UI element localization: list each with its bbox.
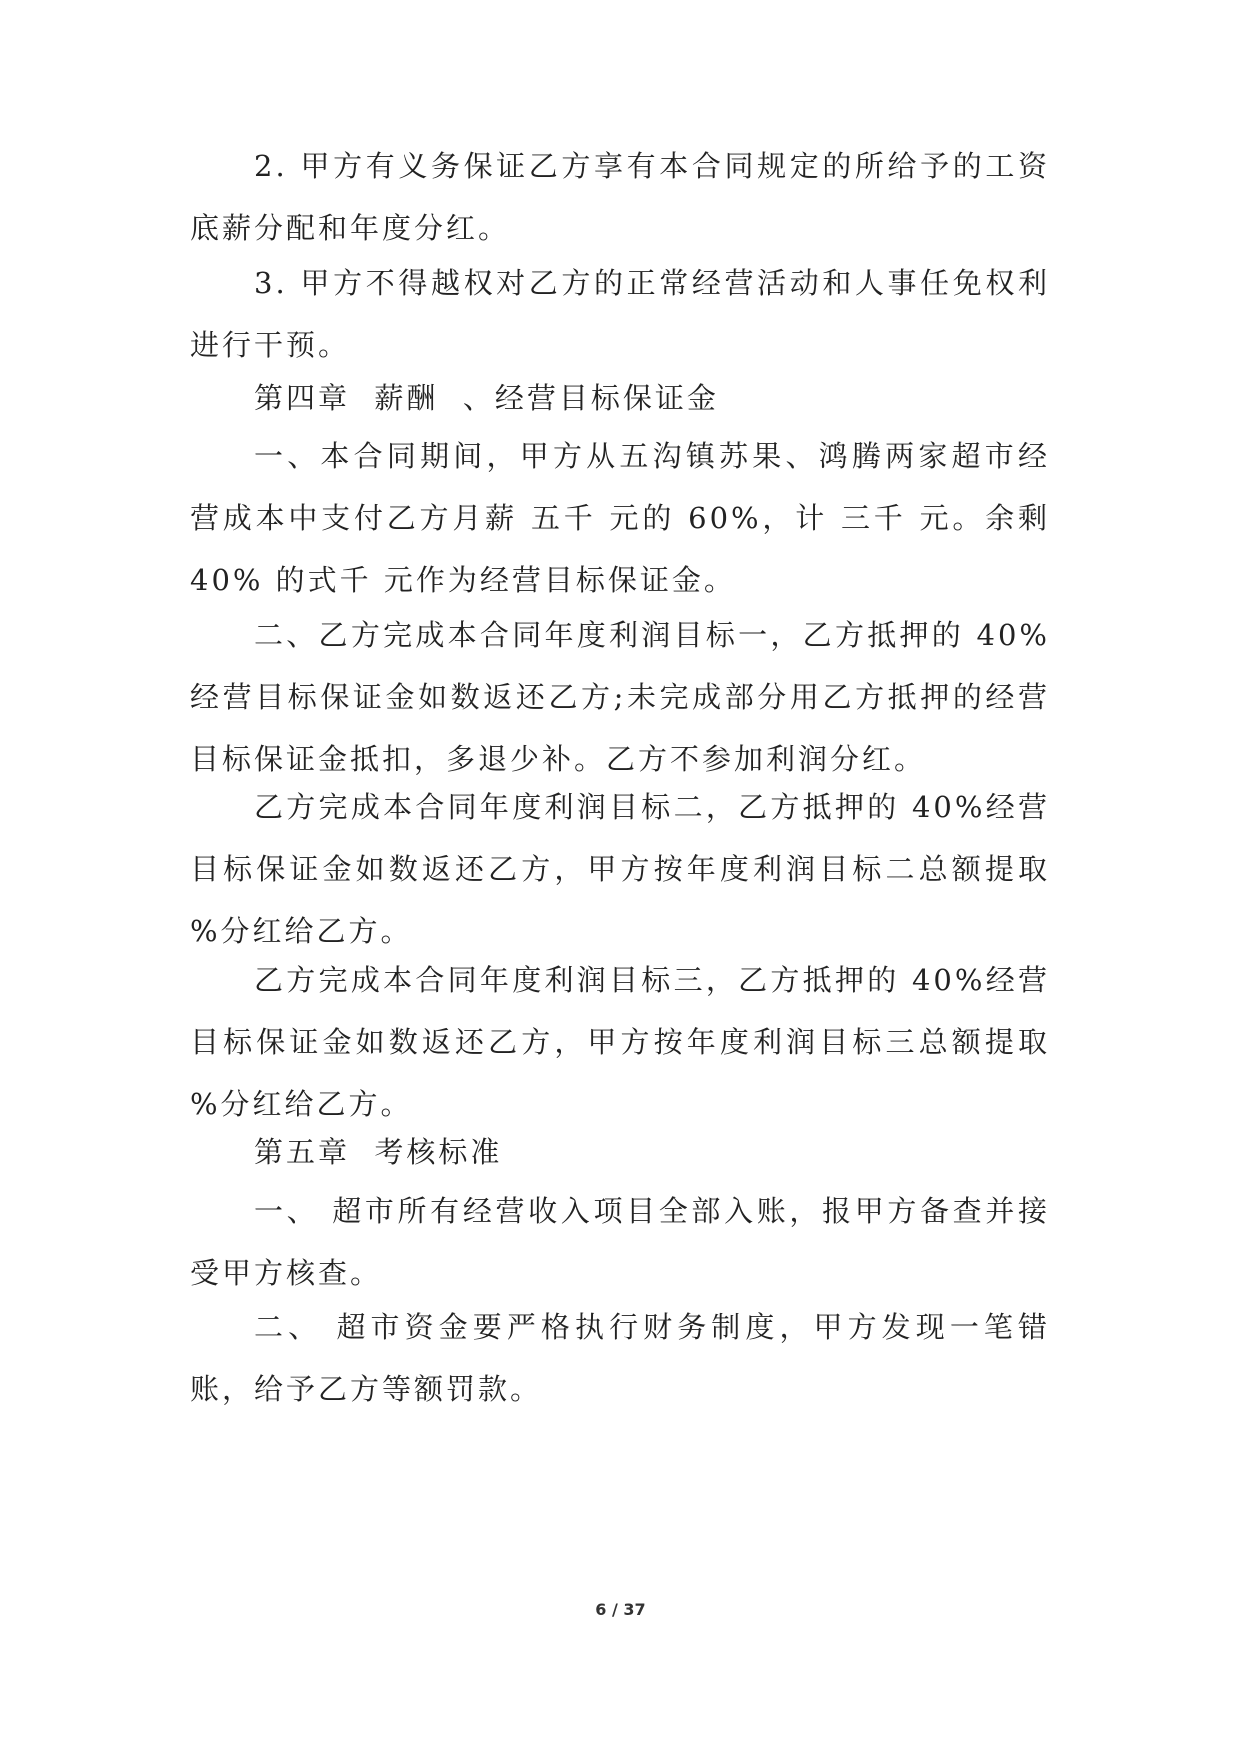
chapter-heading-5: 第五章 考核标准	[254, 1135, 503, 1169]
paragraph-target-two: 乙方完成本合同年度利润目标二，乙方抵押的 40%经营目标保证金如数返还乙方，甲方按年度利润目标二总额提取 %分红给乙方。	[190, 790, 1050, 948]
paragraph-assessment-2: 二、 超市资金要严格执行财务制度，甲方发现一笔错账，给予乙方等额罚款。	[190, 1310, 1050, 1406]
chapter-heading-4: 第四章 薪酬 、经营目标保证金	[254, 381, 719, 415]
paragraph-assessment-1: 一、 超市所有经营收入项目全部入账，报甲方备查并接受甲方核查。	[190, 1194, 1050, 1290]
paragraph-clause-2: 2. 甲方有义务保证乙方享有本合同规定的所给予的工资底薪分配和年度分红。	[190, 149, 1050, 245]
page-number: 6 / 37	[595, 1600, 646, 1619]
paragraph-target-one: 二、乙方完成本合同年度利润目标一，乙方抵押的 40%经营目标保证金如数返还乙方;未完成部分用乙方抵押的经营目标保证金抵扣，多退少补。乙方不参加利润分红。	[190, 618, 1050, 776]
paragraph-target-three: 乙方完成本合同年度利润目标三，乙方抵押的 40%经营目标保证金如数返还乙方，甲方按年度利润目标三总额提取 %分红给乙方。	[190, 963, 1050, 1121]
paragraph-clause-3: 3. 甲方不得越权对乙方的正常经营活动和人事任免权利进行干预。	[190, 266, 1050, 362]
paragraph-salary: 一、本合同期间，甲方从五沟镇苏果、鸿腾两家超市经营成本中支付乙方月薪 五千 元的 60%，计 三千 元。余剩 40% 的式千 元作为经营目标保证金。	[190, 439, 1050, 597]
